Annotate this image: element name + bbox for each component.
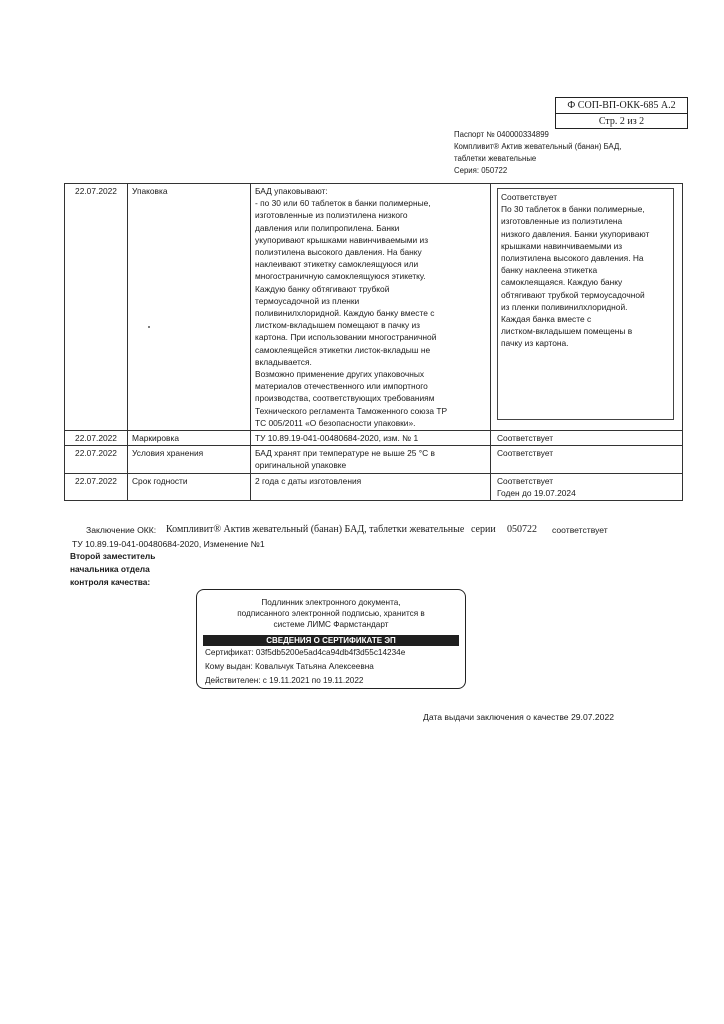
result-text xyxy=(497,432,674,444)
results-table xyxy=(64,183,683,501)
requirement-line: картона. При использовании многостраничной xyxy=(255,332,437,343)
requirement-line: 2 года с даты изготовления xyxy=(255,475,362,486)
form-code-box xyxy=(555,97,688,129)
requirement-text xyxy=(255,185,486,429)
requirement-line: ТУ 10.89.19-041-00480684-2020, изм. № 1 xyxy=(255,433,419,444)
table-row xyxy=(65,473,683,500)
test-name: Упаковка xyxy=(128,184,251,431)
requirement-line: Технического регламента Таможенного союза ТР xyxy=(255,405,448,416)
requirement-cell xyxy=(251,184,491,431)
test-date: 22.07.2022 xyxy=(65,446,128,473)
result-text xyxy=(501,191,670,350)
stamp-caption-line: подписанного электронной подписью, хранится в xyxy=(237,609,425,618)
test-date: 22.07.2022 xyxy=(65,184,128,431)
requirement-text xyxy=(255,447,486,471)
result-line: листком-вкладышем помещены в xyxy=(501,326,633,337)
result-cell xyxy=(491,431,683,446)
result-line: самоклеящаяся. Каждую банку xyxy=(501,277,623,288)
conclusion-product: Компливит® Актив жевательный (банан) БАД, таблетки жевательные xyxy=(166,524,465,535)
result-line: Соответствует xyxy=(497,448,554,459)
result-line: пачку из картона. xyxy=(501,338,569,349)
result-line: изготовленные из полиэтилена xyxy=(501,216,623,227)
test-date: 22.07.2022 xyxy=(65,431,128,446)
requirement-line: давления или полипропилена. Банки xyxy=(255,222,400,233)
result-line: Соответствует xyxy=(497,433,554,444)
result-line: обтягивают трубкой термоусадочной xyxy=(501,289,645,300)
test-date: 22.07.2022 xyxy=(65,473,128,500)
requirement-line: - по 30 или 60 таблеток в банки полимерные, xyxy=(255,198,431,209)
requirement-line: БАД хранят при температуре не выше 25 °С в xyxy=(255,448,435,459)
requirement-line: производства, соответствующих требованиям xyxy=(255,393,435,404)
signer-line: начальника отдела xyxy=(70,564,150,574)
product-name-line2: таблетки жевательные xyxy=(454,154,537,163)
table-row xyxy=(65,431,683,446)
requirement-cell xyxy=(251,473,491,500)
conclusion-label: Заключение ОКК: xyxy=(86,525,157,535)
product-name-line1: Компливит® Актив жевательный (банан) БАД, xyxy=(454,142,622,151)
passport-block xyxy=(454,129,674,177)
stamp-valid-period: Действителен: с 19.11.2021 по 19.11.2022 xyxy=(205,676,364,685)
requirement-cell xyxy=(251,446,491,473)
e-signature-stamp xyxy=(196,589,466,689)
result-line: из пленки поливинилхлоридной. xyxy=(501,301,628,312)
result-text xyxy=(497,447,674,459)
stamp-caption-line: системе ЛИМС Фармстандарт xyxy=(273,620,389,629)
result-line: Каждая банка вместе с xyxy=(501,314,592,325)
requirement-line: поливинилхлоридной. Каждую банку вместе с xyxy=(255,308,435,319)
stamp-caption-line: Подлинник электронного документа, xyxy=(261,598,401,607)
result-line: банку наклеена этикетка xyxy=(501,265,598,276)
test-name: Срок годности xyxy=(128,473,251,500)
requirement-line: Возможно применение других упаковочных xyxy=(255,369,425,380)
conclusion-verdict: соответствует xyxy=(552,525,608,535)
table-row xyxy=(65,446,683,473)
table-row xyxy=(65,184,683,431)
result-box xyxy=(497,188,674,420)
stamp-caption xyxy=(197,597,465,630)
requirement-line: ТС 005/2011 «О безопасности упаковки». xyxy=(255,417,416,428)
signer-line: Второй заместитель xyxy=(70,551,156,561)
result-cell xyxy=(491,473,683,500)
conclusion-series: 050722 xyxy=(507,524,537,535)
result-line: Годен до 19.07.2024 xyxy=(497,487,576,498)
signer-title xyxy=(70,550,155,589)
passport-series: Серия: 050722 xyxy=(454,166,508,175)
requirement-text xyxy=(255,475,486,487)
issue-date: 29.07.2022 xyxy=(571,712,615,722)
result-text xyxy=(497,475,674,499)
requirement-line: полиэтилена высокого давления. На банку xyxy=(255,247,422,258)
requirement-line: многостраничную самоклеящуюся этикетку. xyxy=(255,271,426,282)
stamp-certificate: Сертификат: 03f5db5200e5ad4ca94db4f3d55c14234e xyxy=(205,648,406,657)
conclusion-series-label: серии xyxy=(471,524,496,535)
requirement-line: термоусадочной из пленки xyxy=(255,295,360,306)
requirement-line: материалов отечественного или импортного xyxy=(255,381,428,392)
result-line: Соответствует xyxy=(501,192,558,202)
requirement-line: изготовленные из полиэтилена низкого xyxy=(255,210,408,221)
form-code: Ф СОП-ВП-ОКК-685 А.2 xyxy=(556,98,687,114)
conclusion-tu: ТУ 10.89.19-041-00480684-2020, Изменение №1 xyxy=(72,539,265,549)
passport-number: Паспорт № 040000334899 xyxy=(454,130,549,139)
requirement-text xyxy=(255,432,486,444)
result-line: полиэтилена высокого давления. На xyxy=(501,253,644,264)
page-number: Стр. 2 из 2 xyxy=(598,116,645,127)
result-line: Соответствует xyxy=(497,475,554,486)
requirement-line: листком-вкладышем помещают в пачку из xyxy=(255,320,421,331)
requirement-line: самоклеящейся этикетки листок-вкладыш не xyxy=(255,344,431,355)
result-line: По 30 таблеток в банки полимерные, xyxy=(501,204,645,215)
result-line: низкого давления. Банки укупоривают xyxy=(501,228,650,239)
test-name: Условия хранения xyxy=(128,446,251,473)
requirement-cell xyxy=(251,431,491,446)
requirement-line: Каждую банку обтягивают трубкой xyxy=(255,283,390,294)
requirement-line: вкладывается. xyxy=(255,356,312,367)
requirement-line: БАД упаковывают: xyxy=(255,186,328,196)
requirement-line: оригинальной упаковке xyxy=(255,460,347,471)
result-line: крышками навинчиваемыми из xyxy=(501,240,623,251)
result-cell xyxy=(491,446,683,473)
stamp-issued-to: Кому выдан: Ковальчук Татьяна Алексеевна xyxy=(205,662,374,671)
signer-line: контроля качества: xyxy=(70,577,151,587)
scan-speck xyxy=(148,326,150,328)
result-cell xyxy=(491,184,683,431)
requirement-line: наклеивают этикетку самоклеящуюся или xyxy=(255,259,419,270)
stamp-header-bar: СВЕДЕНИЯ О СЕРТИФИКАТЕ ЭП xyxy=(203,635,459,646)
test-name: Маркировка xyxy=(128,431,251,446)
requirement-line: укупоривают крышками навинчиваемыми из xyxy=(255,234,429,245)
issue-date-label: Дата выдачи заключения о качестве xyxy=(423,712,569,722)
